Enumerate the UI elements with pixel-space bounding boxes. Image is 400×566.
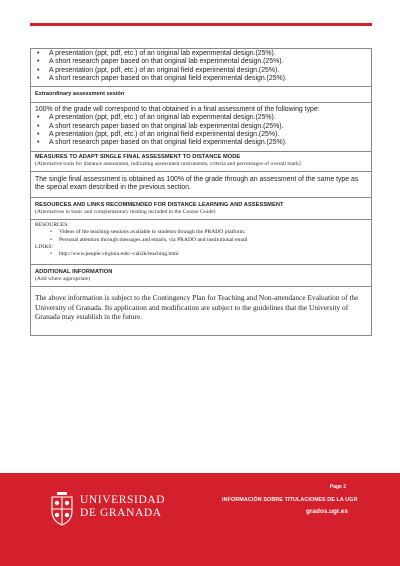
list-item: • A short research paper based on that original field experimental design.(25%). [49, 139, 367, 147]
list-item: • A presentation (ppt, pdf, etc.) of an original field experimental design.(25%). [49, 67, 367, 75]
links-list [35, 251, 367, 258]
additional-body-section [31, 286, 371, 335]
list-item: • Videos of the teaching sessions available to students through the PRADO platform. [59, 229, 367, 236]
extraordinary-title: Extraordinary assessment sesión [35, 91, 125, 98]
extraordinary-intro: 100% of the grade will correspond to that obtained in a final assessment of the following type: [35, 106, 320, 114]
assessment-list [35, 50, 367, 83]
resources-list [35, 229, 367, 244]
assessment-items-section [31, 49, 371, 86]
extraordinary-section [31, 102, 371, 150]
resources-note: (Alternatives to basic and complementary reading included in the Course Guide) [35, 209, 216, 216]
list-item: • A presentation (ppt, pdf, etc.) of an original lab experimental design.(25%). [49, 50, 367, 58]
university-name [80, 494, 165, 519]
measures-title: MEASURES TO ADAPT SINGLE FINAL ASSESSMENT TO DISTANCE MODE [35, 153, 241, 160]
extraordinary-title-section [31, 86, 371, 102]
guide-table [30, 48, 372, 336]
list-item: • A presentation (ppt, pdf, etc.) of an original field experimental design.(25%). [49, 131, 367, 139]
header-accent-bar [30, 23, 372, 26]
measures-body-section [31, 171, 371, 198]
resources-label: RESOURCES: [35, 222, 69, 229]
list-item: • A presentation (ppt, pdf, etc.) of an original lab experimental design.(25%). [49, 114, 367, 122]
additional-heading-section [31, 264, 371, 286]
list-item: • A short research paper based on that original lab experimental design.(25%). [49, 123, 367, 131]
measures-note: (Alternative tools for distance assessment, indicating assessment instruments, criteria and percentages of overall mark) [35, 160, 301, 167]
extraordinary-list [35, 114, 367, 147]
list-item: • Personal attention through messages and emails, via PRADO and institutional email [59, 237, 367, 244]
list-item: • A short research paper based on that original field experimental design.(25%). [49, 75, 367, 83]
link-item[interactable]: • http://www.people.virginia.edu/~cah2k/teaching.html [59, 251, 367, 258]
links-label: LINKS: [35, 244, 54, 251]
list-item: • A short research paper based on that original lab experimental design.(25%). [49, 58, 367, 66]
resources-heading-section [31, 197, 371, 219]
measures-heading-section [31, 151, 371, 171]
additional-note: (Add where appropriate) [35, 276, 91, 283]
university-line-2: DE GRANADA [80, 506, 162, 519]
resources-title: RESOURCES AND LINKS RECOMMENDED FOR DISTANCE LEARNING AND ASSESSMENT [35, 202, 284, 209]
resources-body-section [31, 219, 371, 264]
measures-body: The single final assessment is obtained as 100% of the grade through an assessment of the same type as the special exam described in the previous section. [35, 175, 359, 191]
additional-body: The above information is subject to the Contingency Plan for Teaching and Non-attendance Evaluation of the University of Granada. Its application and modification are subject to the guidelines that the University of Granada may establish in the future. [35, 293, 359, 321]
footer-website-link[interactable]: grados.ugr.es [306, 508, 348, 515]
additional-title: ADDITIONAL INFORMATION [35, 269, 113, 276]
university-seal-icon [48, 491, 76, 527]
university-line-1: UNIVERSIDAD [80, 494, 166, 506]
footer-info-text: INFORMACIÓN SOBRE TITULACIONES DE LA UGR [222, 497, 358, 503]
page-number: Page 2 [329, 484, 346, 490]
